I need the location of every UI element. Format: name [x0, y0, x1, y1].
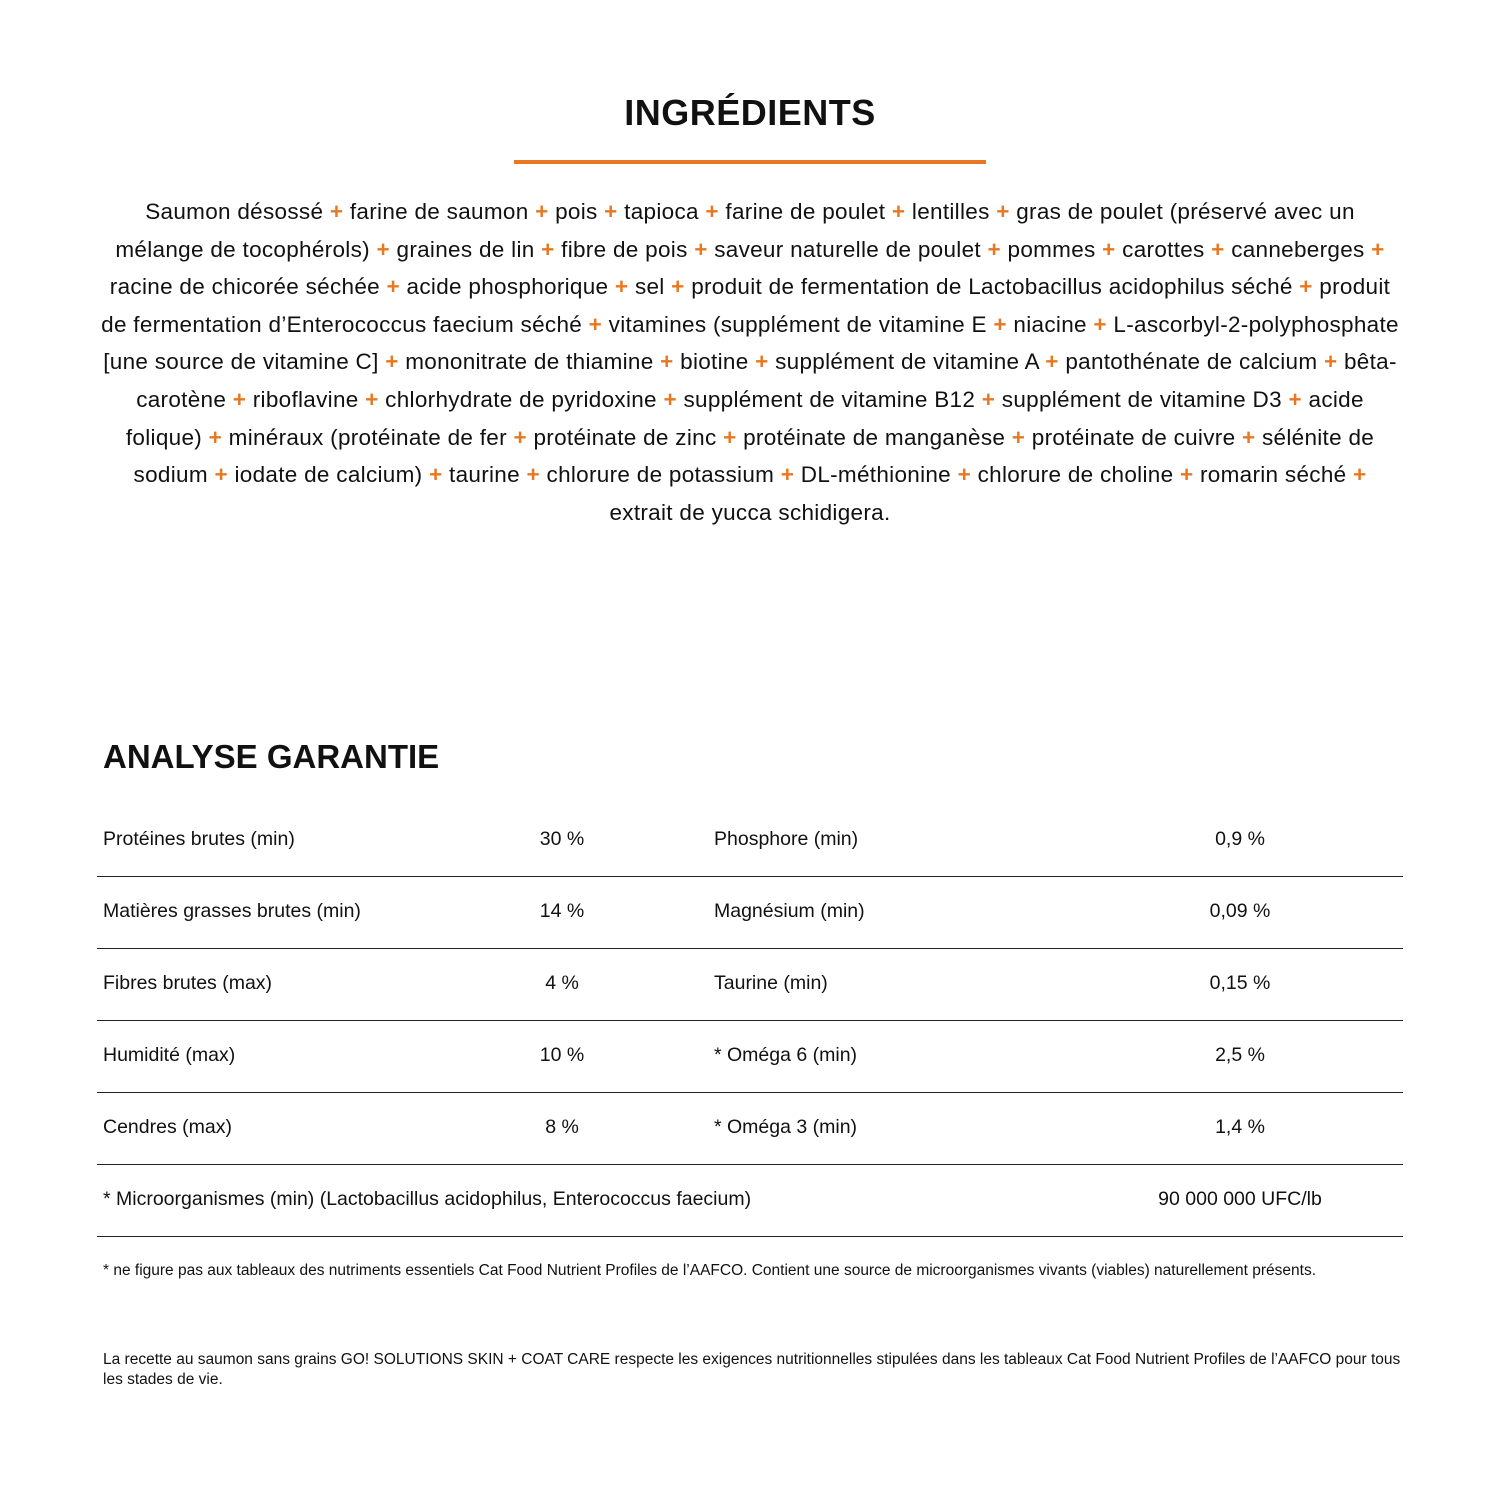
plus-separator-icon: +	[214, 462, 228, 488]
ingredients-list	[100, 193, 1400, 531]
ingredients-title: INGRÉDIENTS	[624, 92, 876, 133]
ingredient-item: sel	[634, 274, 665, 300]
ingredient-item: fibre de pois	[561, 236, 688, 262]
plus-separator-icon: +	[723, 424, 737, 450]
nutrient-value: 1,4 %	[1215, 1116, 1265, 1138]
plus-separator-icon: +	[513, 424, 527, 450]
guaranteed-analysis-table	[97, 805, 1403, 1237]
plus-separator-icon: +	[1323, 349, 1338, 375]
ingredient-item: graines de lin	[396, 236, 535, 262]
ingredient-item: tapioca	[624, 199, 699, 224]
plus-separator-icon: +	[981, 386, 996, 412]
ingredient-item: canneberges	[1231, 236, 1365, 262]
plus-separator-icon: +	[329, 199, 344, 224]
plus-separator-icon: +	[993, 311, 1007, 337]
footnote: * ne figure pas aux tableaux des nutriments essentiels Cat Food Nutrient Profiles de l’AAFCO. Contient une source de microorganismes vivants (viables) naturellement présents.	[103, 1262, 1317, 1279]
nutrient-value: 0,9 %	[1215, 828, 1265, 850]
ingredient-item: farine de poulet	[725, 199, 886, 224]
ingredient-item: produit de fermentation de Lactobacillus acidophilus séché	[691, 274, 1293, 300]
plus-separator-icon: +	[1011, 424, 1026, 450]
ingredient-item: chlorure de choline	[977, 462, 1174, 488]
nutrient-value: 30 %	[539, 828, 585, 850]
ingredient-item: farine de saumon	[349, 199, 529, 224]
plus-separator-icon: +	[705, 199, 719, 224]
ingredient-item: protéinate de cuivre	[1031, 424, 1236, 450]
plus-separator-icon: +	[535, 199, 549, 224]
ingredient-item: lentilles	[911, 199, 990, 224]
aafco-statement: La recette au saumon sans grains GO! SOLUTIONS SKIN + COAT CARE respecte les exigences nutritionnelles stipulées dans les tableaux Cat Food Nutrient Profiles de l’AAFCO pour tous les stades de vie.	[103, 1351, 1401, 1388]
nutrient-label: Taurine (min)	[714, 972, 828, 994]
ingredient-item: supplément de vitamine B12	[683, 386, 976, 412]
plus-separator-icon: +	[671, 274, 685, 300]
nutrient-label: Fibres brutes (max)	[103, 972, 273, 994]
nutrient-value: 14 %	[539, 900, 585, 922]
nutrient-label: * Microorganismes (min) (Lactobacillus acidophilus, Enterococcus faecium)	[103, 1188, 752, 1210]
plus-separator-icon: +	[376, 236, 390, 262]
table-row	[97, 805, 1403, 877]
nutrient-label: * Oméga 3 (min)	[714, 1116, 858, 1138]
nutrient-label: Protéines brutes (min)	[103, 828, 295, 850]
ingredient-item: acide folique)	[125, 386, 1364, 450]
plus-separator-icon: +	[526, 462, 540, 488]
plus-separator-icon: +	[429, 462, 443, 488]
plus-separator-icon: +	[891, 199, 906, 224]
title-underline	[514, 160, 986, 164]
plus-separator-icon: +	[208, 424, 223, 450]
table-row	[97, 1165, 1403, 1237]
ingredient-item: L-ascorbyl-2-polyphosphate [une source de vitamine C]	[103, 311, 1399, 375]
ingredient-item: Saumon désossé	[145, 199, 324, 224]
nutrient-label: Cendres (max)	[103, 1116, 232, 1138]
ingredient-item: acide phosphorique	[406, 274, 609, 300]
ingredient-item: protéinate de zinc	[533, 424, 717, 450]
nutrient-value: 4 %	[545, 972, 579, 994]
plus-separator-icon: +	[1241, 424, 1256, 450]
plus-separator-icon: +	[541, 236, 555, 262]
plus-separator-icon: +	[365, 386, 379, 412]
nutrient-value: 0,09 %	[1209, 900, 1271, 922]
nutrient-value: 2,5 %	[1215, 1044, 1265, 1066]
ingredient-item: pommes	[1007, 236, 1096, 262]
nutrient-value: 10 %	[539, 1044, 585, 1066]
plus-separator-icon: +	[755, 349, 769, 375]
ingredient-item: produit de fermentation d’Enterococcus faecium séché	[101, 274, 1391, 337]
plus-separator-icon: +	[385, 349, 399, 375]
plus-separator-icon: +	[1353, 462, 1367, 488]
ingredient-item: chlorhydrate de pyridoxine	[385, 386, 657, 412]
ingredient-item: pantothénate de calcium	[1065, 349, 1318, 375]
table-row	[97, 1093, 1403, 1165]
ingredient-item: bêta-carotène	[136, 349, 1397, 412]
ingredient-item: pois	[555, 199, 598, 224]
plus-separator-icon: +	[386, 274, 400, 300]
ingredient-item: carottes	[1122, 236, 1205, 262]
ingredient-item: DL-méthionine	[800, 462, 951, 488]
ingredient-item: vitamines (supplément de vitamine E	[608, 311, 987, 337]
plus-separator-icon: +	[1179, 462, 1194, 488]
plus-separator-icon: +	[588, 311, 603, 337]
ingredient-item: racine de chicorée séchée	[109, 274, 380, 300]
table-row	[97, 949, 1403, 1021]
plus-separator-icon: +	[663, 386, 677, 412]
nutrient-value: 90 000 000 UFC/lb	[1158, 1188, 1322, 1210]
plus-separator-icon: +	[604, 199, 618, 224]
plus-separator-icon: +	[957, 462, 972, 488]
ingredient-item: saveur naturelle de poulet	[714, 236, 981, 262]
ingredient-item: iodate de calcium)	[234, 462, 423, 488]
plus-separator-icon: +	[232, 386, 247, 412]
ingredient-item: sélénite de sodium	[133, 424, 1375, 488]
ingredient-item: protéinate de manganèse	[743, 424, 1006, 450]
nutrient-label: Magnésium (min)	[714, 900, 865, 922]
ingredient-item: biotine	[680, 349, 749, 375]
plus-separator-icon: +	[987, 236, 1001, 262]
plus-separator-icon: +	[694, 236, 708, 262]
ingredient-item: supplément de vitamine A	[775, 349, 1039, 375]
plus-separator-icon: +	[1093, 311, 1107, 337]
plus-separator-icon: +	[1102, 236, 1116, 262]
ingredient-item: extrait de yucca schidigera.	[609, 499, 891, 525]
ingredient-item: mononitrate de thiamine	[405, 349, 654, 375]
table-row	[97, 877, 1403, 949]
nutrient-label: Humidité (max)	[103, 1044, 236, 1066]
plus-separator-icon: +	[996, 199, 1010, 224]
table-row	[97, 1021, 1403, 1093]
plus-separator-icon: +	[660, 349, 674, 375]
plus-separator-icon: +	[1371, 236, 1385, 262]
plus-separator-icon: +	[780, 462, 795, 488]
ingredient-item: riboflavine	[252, 386, 359, 412]
ingredient-item: gras de poulet (préservé avec un mélange de tocophérols)	[115, 199, 1355, 262]
nutrient-label: Phosphore (min)	[714, 828, 859, 850]
nutrient-value: 0,15 %	[1209, 972, 1271, 994]
ingredient-item: chlorure de potassium	[546, 462, 775, 488]
nutrient-value: 8 %	[545, 1116, 579, 1138]
ingredient-item: minéraux (protéinate de fer	[228, 424, 507, 450]
ingredient-item: supplément de vitamine D3	[1001, 386, 1282, 412]
plus-separator-icon: +	[1299, 274, 1313, 300]
plus-separator-icon: +	[1211, 236, 1225, 262]
ingredient-item: romarin séché	[1199, 462, 1347, 488]
ingredient-item: taurine	[449, 462, 520, 488]
plus-separator-icon: +	[1288, 386, 1302, 412]
plus-separator-icon: +	[614, 274, 629, 300]
nutrient-label: Matières grasses brutes (min)	[103, 900, 361, 922]
ingredient-item: niacine	[1013, 311, 1087, 337]
plus-separator-icon: +	[1045, 349, 1059, 375]
nutrient-label: * Oméga 6 (min)	[714, 1044, 858, 1066]
analysis-title: ANALYSE GARANTIE	[103, 738, 440, 775]
